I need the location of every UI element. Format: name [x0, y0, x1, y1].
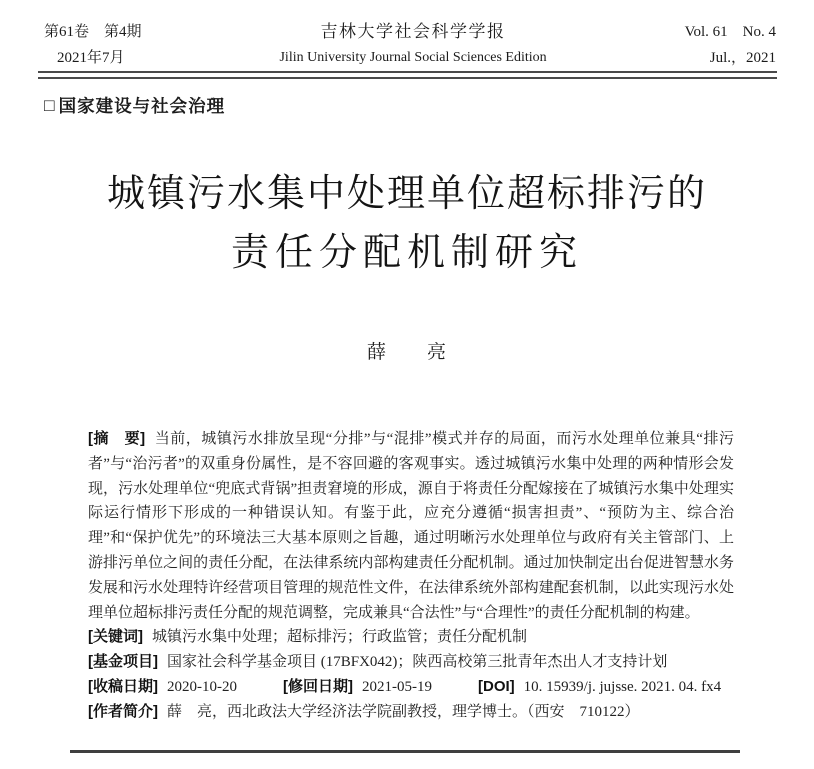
header-volume-issue-en-block — [685, 19, 776, 71]
header-volume-issue-block — [44, 19, 142, 71]
journal-header — [44, 19, 776, 71]
funding-label: [基金项目] — [88, 653, 158, 671]
issue-date-en: Jul.，2021 — [709, 50, 776, 66]
volume-issue-cn: 第61卷 第4期 — [44, 24, 142, 40]
article-title — [0, 165, 814, 283]
dates-doi-line — [88, 675, 734, 700]
doi-label: [DOI] — [478, 677, 515, 695]
received-date-value: 2020-10-20 — [167, 678, 237, 695]
keywords-label: [关键词] — [88, 628, 143, 646]
author-bio-text: 薛 亮，西北政法大学经济法学院副教授，理学博士。（西安 710122） — [167, 703, 640, 720]
footer-rule — [70, 750, 740, 753]
funding-text: 国家社会科学基金项目 (17BFX042)；陕西高校第三批青年杰出人才支持计划 — [167, 654, 668, 671]
journal-title-block — [142, 19, 685, 71]
square-marker-icon: □ — [44, 95, 56, 115]
volume-issue-en: Vol. 61 No. 4 — [684, 24, 776, 40]
revised-date-value: 2021-05-19 — [362, 678, 432, 695]
issue-date-cn: 2021年7月 — [57, 50, 125, 66]
author-byline: 薛 亮 — [366, 342, 447, 363]
keywords-text: 城镇污水集中处理；超标排污；行政监管；责任分配机制 — [152, 629, 528, 646]
revised-date-label: [修回日期] — [283, 677, 353, 695]
front-matter — [88, 427, 734, 725]
article-title-line1: 城镇污水集中处理单位超标排污的 — [106, 173, 707, 215]
funding-line — [88, 650, 734, 675]
column-section-label — [44, 93, 225, 118]
received-date-label: [收稿日期] — [88, 677, 158, 695]
abstract-paragraph — [88, 427, 734, 625]
abstract-label: [摘 要] — [88, 430, 146, 447]
doi-value: 10. 15939/j. jujsse. 2021. 04. fx4 — [523, 678, 722, 695]
abstract-text: 当前，城镇污水排放呈现“分排”与“混排”模式并存的局面，而污水处理单位兼具“排污者”与“治污者”的双重身份属性，是不容回避的客观事实。透过城镇污水集中处理的两种情形会发现，污水处理单位“兜底式背锅”担责窘境的形成，源自于将责任分配嫁接在了城镇污水集中处理实际运行情形下形成的一种错误认知。有鉴于此，应充分遵循“损害担责”、“预防为主、综合治理”和“保护优先”的环境法三大基本原则之旨趣，通过明晰污水处理单位与政府有关主管部门、上游排污单位之间的责任分配，在法律系统内部构建责任分配机制。通过加快制定出台促进智慧水务发展和污水处理特许经营项目管理的规范性文件，在法律系统外部构建配套机制，以此实现污水处理单位超标排污责任分配的规范调整，完成兼具“合法性”与“合理性”的责任分配机制的构建。 — [88, 431, 734, 621]
journal-title-en: Jilin University Journal Social Sciences Edition — [279, 50, 547, 65]
column-section-text: 国家建设与社会治理 — [58, 96, 226, 116]
journal-title-cn: 吉林大学社会科学学报 — [320, 22, 506, 41]
article-title-line2: 责任分配机制研究 — [230, 232, 583, 274]
author-bio-line — [88, 700, 734, 725]
author-bio-label: [作者简介] — [88, 702, 158, 720]
header-double-rule — [38, 71, 777, 79]
keywords-line — [88, 625, 734, 650]
